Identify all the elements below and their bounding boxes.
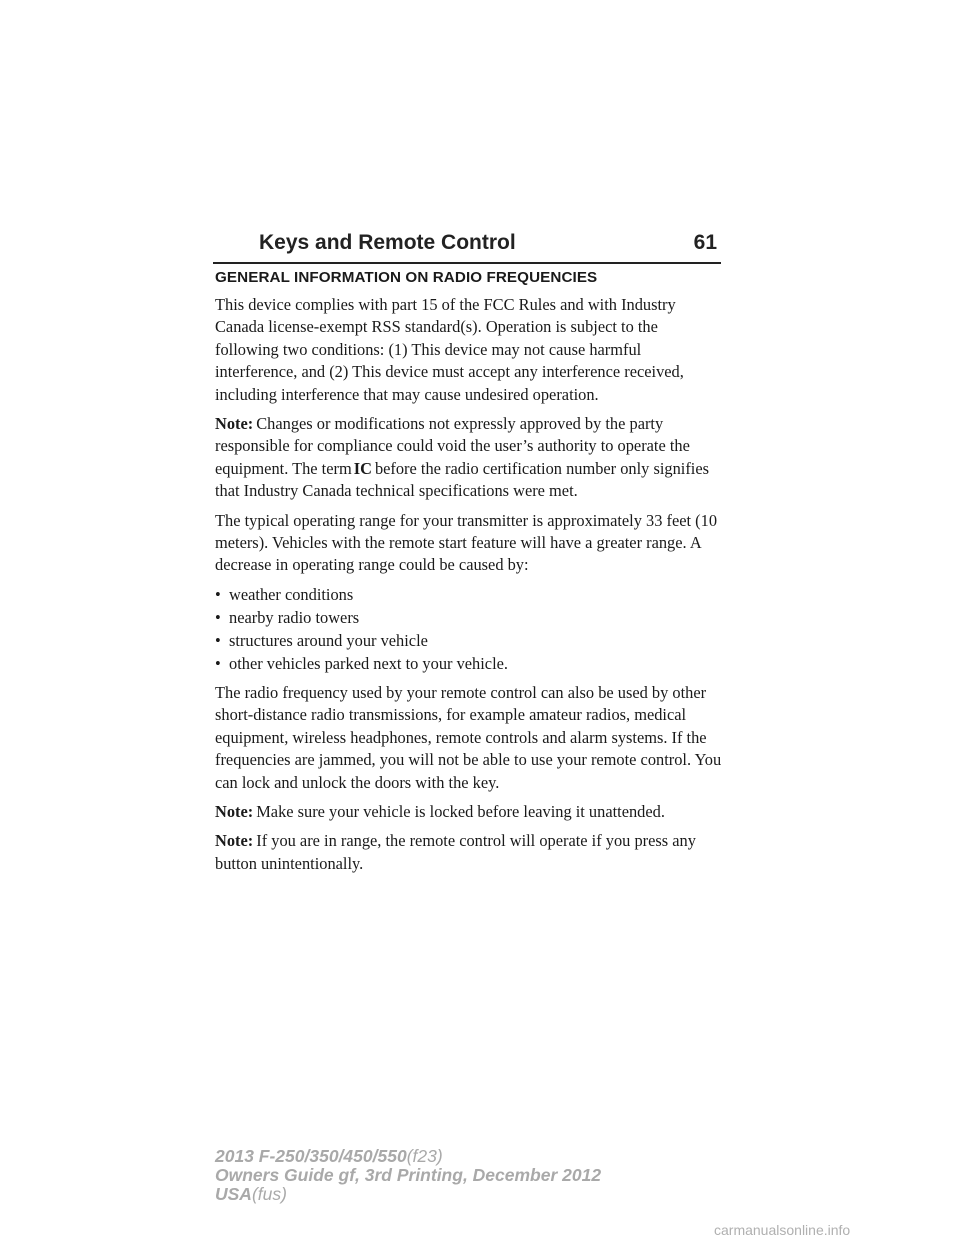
footer-model: 2013 F-250/350/450/550 — [215, 1146, 407, 1166]
range-factors-list — [215, 584, 725, 675]
paragraph-fcc-compliance: This device complies with part 15 of the FCC Rules and with Industry Canada license-exempt RSS standard(s). Operation is subject to the following two conditions: (1) This device may not cause harmful interference, and (2) This device must accept any interference received, including interference that may cause undesired operation. — [215, 295, 684, 404]
document-footer — [215, 1147, 601, 1204]
list-item — [215, 630, 725, 652]
note-lock-vehicle — [215, 801, 725, 823]
note-modifications — [215, 413, 725, 503]
list-item-text: structures around your vehicle — [229, 630, 428, 650]
note-label: Note: — [215, 801, 254, 821]
page-content — [215, 268, 725, 882]
list-item-text: other vehicles parked next to your vehicle. — [229, 653, 508, 673]
note-text: If you are in range, the remote control will operate if you press any button unintentionally. — [215, 831, 696, 873]
list-item-text: nearby radio towers — [229, 607, 360, 627]
section-heading: GENERAL INFORMATION ON RADIO FREQUENCIES — [215, 269, 598, 286]
note-text: Make sure your vehicle is locked before leaving it unattended. — [256, 801, 665, 821]
note-unintentional-press — [215, 830, 725, 875]
note-label: Note: — [215, 414, 254, 434]
page-number: 61 — [693, 231, 717, 254]
bullet-icon: • — [215, 584, 221, 604]
list-item — [215, 653, 725, 675]
bullet-icon: • — [215, 653, 221, 673]
footer-model-line — [215, 1147, 601, 1166]
bullet-icon: • — [215, 607, 221, 627]
list-item — [215, 607, 725, 629]
note-text-before: Changes or modifications not expressly approved by the party responsible for compliance could void the user’s authority to operate the equipment. The term — [215, 414, 690, 478]
page-header — [213, 228, 721, 264]
term-ic: IC — [353, 458, 372, 478]
watermark: carmanualsonline.info — [714, 1222, 851, 1238]
bullet-icon: • — [215, 630, 221, 650]
paragraph-operating-range: The typical operating range for your transmitter is approximately 33 feet (10 meters). Vehicles with the remote start feature will have a greater range. A decrease in operating range could be caused by: — [215, 510, 718, 575]
footer-model-code: (f23) — [406, 1146, 443, 1166]
list-item — [215, 584, 725, 606]
footer-market-code: (fus) — [251, 1184, 287, 1204]
paragraph-frequency-interference: The radio frequency used by your remote control can also be used by other short-distance radio transmissions, for example amateur radios, medical equipment, wireless headphones, remote controls and alarm systems. If the frequencies are jammed, you will not be able to use your remote control. You can lock and unlock the doors with the key. — [215, 682, 722, 792]
note-label: Note: — [215, 831, 254, 851]
footer-edition-line: Owners Guide gf, 3rd Printing, December 2012 — [215, 1165, 602, 1185]
footer-market: USA — [215, 1184, 252, 1204]
chapter-title: Keys and Remote Control — [259, 231, 516, 254]
note-text-after: before the radio certification number only signifies that Industry Canada technical specifications were met. — [215, 458, 710, 501]
footer-market-line — [215, 1185, 601, 1204]
list-item-text: weather conditions — [229, 584, 354, 604]
